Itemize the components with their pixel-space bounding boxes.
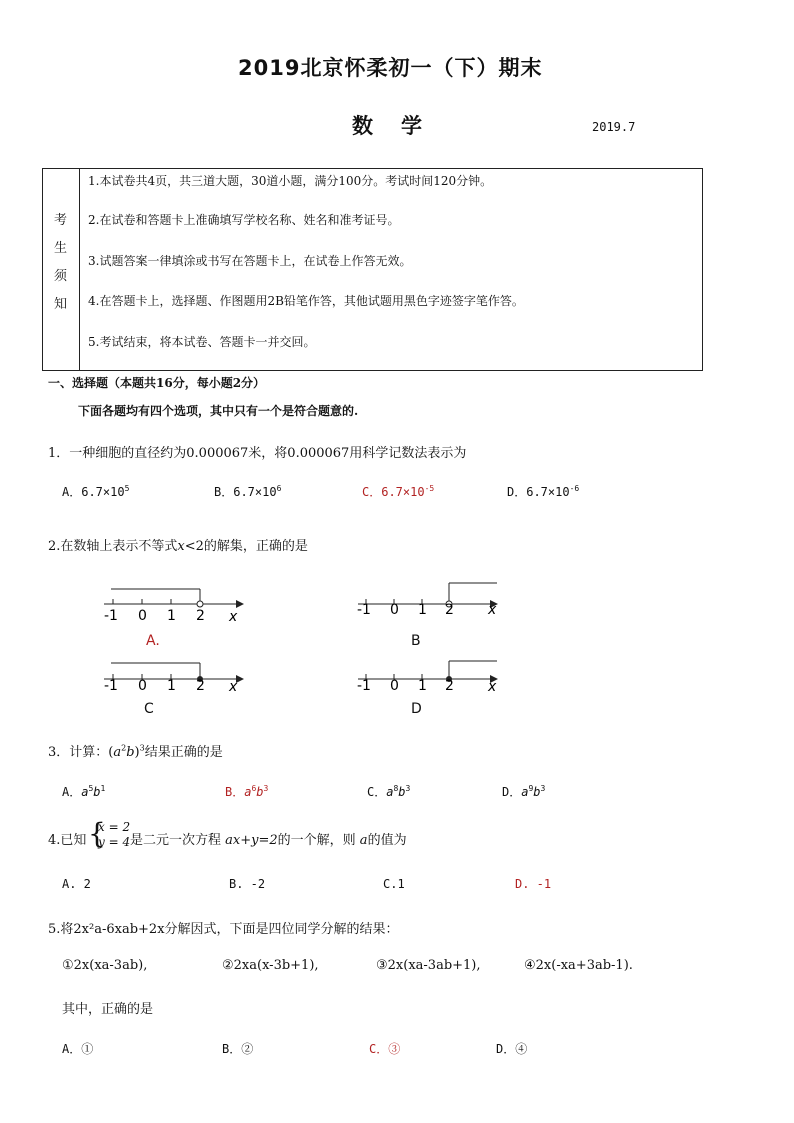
number-line-figures bbox=[0, 575, 794, 715]
q2-label-d: D bbox=[411, 701, 422, 717]
notice-label-char: 知 bbox=[54, 297, 68, 312]
q5-result-1: ①2x(xa-3ab), bbox=[62, 958, 148, 973]
tick-label: 0 bbox=[390, 678, 399, 694]
number-line-c bbox=[104, 663, 244, 695]
tick-label: -1 bbox=[104, 678, 118, 694]
exam-date: 2019.7 bbox=[592, 120, 636, 134]
number-line-b bbox=[357, 583, 498, 618]
tick-label: 1 bbox=[418, 602, 427, 618]
q4-option-a: A. 2 bbox=[62, 877, 91, 891]
q4-option-b: B. -2 bbox=[229, 877, 266, 891]
exam-notice-box bbox=[42, 168, 703, 371]
notice-item: 2.在试卷和答题卡上准确填写学校名称、姓名和准考证号。 bbox=[88, 213, 400, 227]
q3-option-c: C．$a^8b^3$ bbox=[367, 784, 411, 799]
q1-option-c: C．$6.7\times 10^{-5}$ bbox=[362, 484, 435, 499]
left-brace-icon: { bbox=[88, 817, 106, 850]
q5-result-4: ④2x(-xa+3ab-1). bbox=[524, 958, 633, 973]
notice-label-char: 生 bbox=[54, 241, 68, 256]
question-1-stem: 1．一种细胞的直径约为0.000067米，将0.000067用科学记数法表示为 bbox=[48, 446, 467, 461]
q5-result-2: ②2xa(x-3b+1), bbox=[222, 958, 319, 973]
section-heading: 一、选择题（本题共16分，每小题2分） bbox=[48, 376, 266, 390]
q5-option-b: B．② bbox=[222, 1042, 254, 1056]
system-line-1: x = 2 bbox=[98, 820, 131, 834]
notice-label-char: 须 bbox=[54, 269, 68, 284]
q4-equation-system bbox=[88, 817, 131, 852]
q5-option-a: A．① bbox=[62, 1042, 94, 1056]
q3-option-b: B．$a^6b^3$ bbox=[225, 784, 269, 799]
tick-label: 0 bbox=[138, 608, 147, 624]
system-line-2: y = 4 bbox=[98, 835, 131, 849]
tick-label: -1 bbox=[104, 608, 118, 624]
axis-var-label: x bbox=[488, 602, 497, 618]
section-instruction: 下面各题均有四个选项，其中只有一个是符合题意的. bbox=[78, 404, 359, 418]
number-line-a bbox=[104, 589, 244, 625]
notice-item: 3.试题答案一律填涂或书写在答题卡上，在试卷上作答无效。 bbox=[88, 254, 412, 268]
q5-followup: 其中，正确的是 bbox=[62, 1002, 154, 1017]
axis-var-label: x bbox=[229, 609, 238, 625]
notice-item: 5.考试结束，将本试卷、答题卡一并交回。 bbox=[88, 335, 316, 349]
page-title: 2019北京怀柔初一（下）期末 bbox=[238, 56, 543, 80]
subject-title: 数学 bbox=[352, 113, 450, 138]
tick-label: 2 bbox=[445, 678, 454, 694]
q5-option-c: C．③ bbox=[369, 1042, 401, 1056]
q3-option-a: A．$a^5b^1$ bbox=[62, 784, 106, 799]
question-3-stem: 3．计算：$(a^2b)^3$结果正确的是 bbox=[48, 743, 223, 760]
q3-option-d: D．$a^9b^3$ bbox=[502, 784, 546, 799]
tick-label: 1 bbox=[167, 608, 176, 624]
q2-label-c: C bbox=[144, 701, 154, 717]
tick-label: 1 bbox=[418, 678, 427, 694]
q5-result-3: ③2x(xa-3ab+1), bbox=[376, 958, 481, 973]
number-line-d bbox=[357, 661, 498, 695]
q1-option-b: B．$6.7\times 10^6$ bbox=[214, 484, 282, 499]
tick-label: 0 bbox=[138, 678, 147, 694]
q4-option-d: D. -1 bbox=[515, 877, 552, 891]
axis-var-label: x bbox=[229, 679, 238, 695]
axis-var-label: x bbox=[488, 679, 497, 695]
q5-option-d: D．④ bbox=[496, 1042, 528, 1056]
tick-label: 2 bbox=[445, 602, 454, 618]
q1-option-d: D．$6.7\times 10^{-6}$ bbox=[507, 484, 580, 499]
notice-item: 1.本试卷共4页，共三道大题，30道小题，满分100分。考试时间120分钟。 bbox=[88, 174, 493, 188]
q2-label-a: A. bbox=[146, 633, 160, 649]
question-5-stem: 5.将2x²a-6xab+2x分解因式，下面是四位同学分解的结果： bbox=[48, 922, 399, 937]
tick-label: 0 bbox=[390, 602, 399, 618]
q1-option-a: A．$6.7\times 10^5$ bbox=[62, 484, 130, 499]
tick-label: 2 bbox=[196, 678, 205, 694]
tick-label: 1 bbox=[167, 678, 176, 694]
notice-item: 4.在答题卡上，选择题、作图题用2B铅笔作答，其他试题用黑色字迹签字笔作答。 bbox=[88, 294, 524, 308]
tick-label: 2 bbox=[196, 608, 205, 624]
q4-stem-rest: 是二元一次方程 ax+y=2的一个解，则 a的值为 bbox=[130, 833, 407, 848]
q4-option-c: C.1 bbox=[383, 877, 405, 891]
q2-label-b: B bbox=[411, 633, 421, 649]
question-2-stem: 2.在数轴上表示不等式x<2的解集，正确的是 bbox=[48, 539, 308, 554]
tick-label: -1 bbox=[357, 678, 371, 694]
notice-label-column bbox=[43, 169, 80, 370]
tick-label: -1 bbox=[357, 602, 371, 618]
notice-label-char: 考 bbox=[54, 213, 68, 228]
q4-stem-prefix: 4.已知 bbox=[48, 833, 87, 848]
